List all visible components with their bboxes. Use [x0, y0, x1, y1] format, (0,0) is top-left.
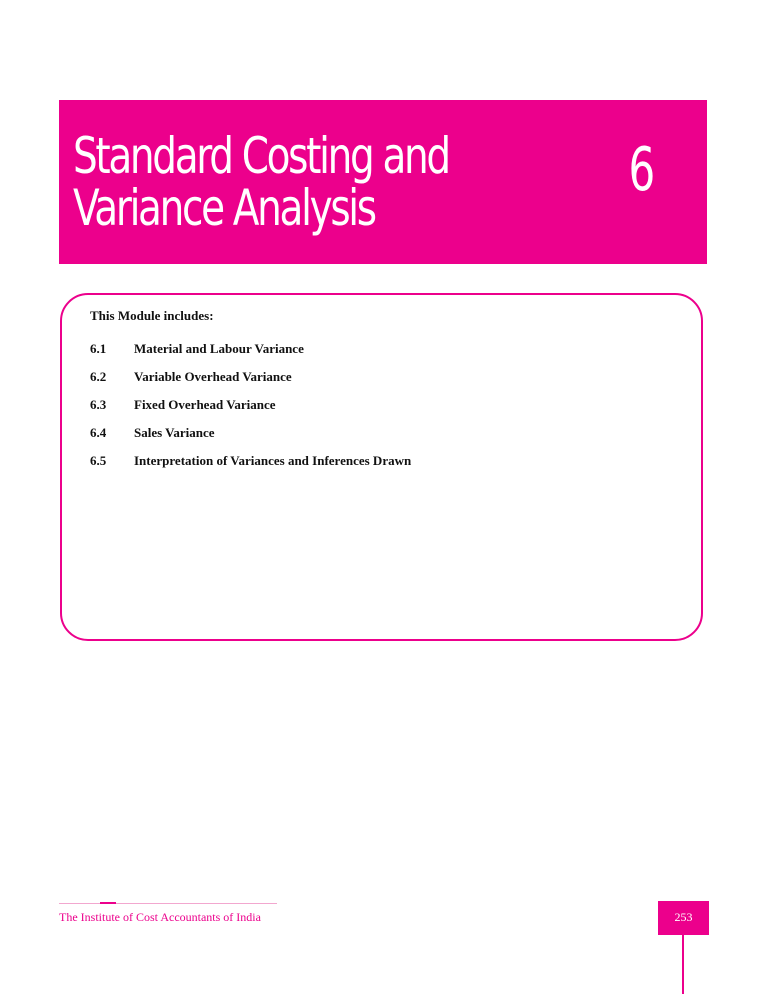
module-item-label: Material and Labour Variance — [134, 341, 304, 356]
footer-institute-name: The Institute of Cost Accountants of India — [59, 910, 261, 924]
footer-divider — [59, 903, 277, 904]
module-item — [90, 453, 411, 481]
module-list — [90, 341, 411, 481]
module-item — [90, 369, 411, 397]
page-number: 253 — [674, 910, 693, 924]
footer-divider-accent — [100, 902, 116, 904]
module-item-number: 6.2 — [90, 369, 107, 384]
module-item-label: Sales Variance — [134, 425, 215, 440]
module-item-number: 6.3 — [90, 397, 107, 412]
module-item-number: 6.1 — [90, 341, 107, 356]
module-item-number: 6.4 — [90, 425, 107, 440]
chapter-title: Standard Costing and Variance Analysis — [73, 127, 449, 237]
module-item-label: Interpretation of Variances and Inferences Drawn — [134, 453, 412, 468]
page-number-box — [658, 901, 709, 935]
module-heading: This Module includes: — [90, 308, 214, 323]
module-item-label: Fixed Overhead Variance — [134, 397, 276, 412]
module-item-label: Variable Overhead Variance — [134, 369, 292, 384]
module-item-number: 6.5 — [90, 453, 107, 468]
module-item — [90, 397, 411, 425]
chapter-number: 6 — [628, 135, 655, 205]
module-item — [90, 425, 411, 453]
module-contents-box — [60, 293, 703, 641]
module-item — [90, 341, 411, 369]
chapter-banner — [59, 100, 707, 264]
page-marker-line — [682, 935, 684, 994]
